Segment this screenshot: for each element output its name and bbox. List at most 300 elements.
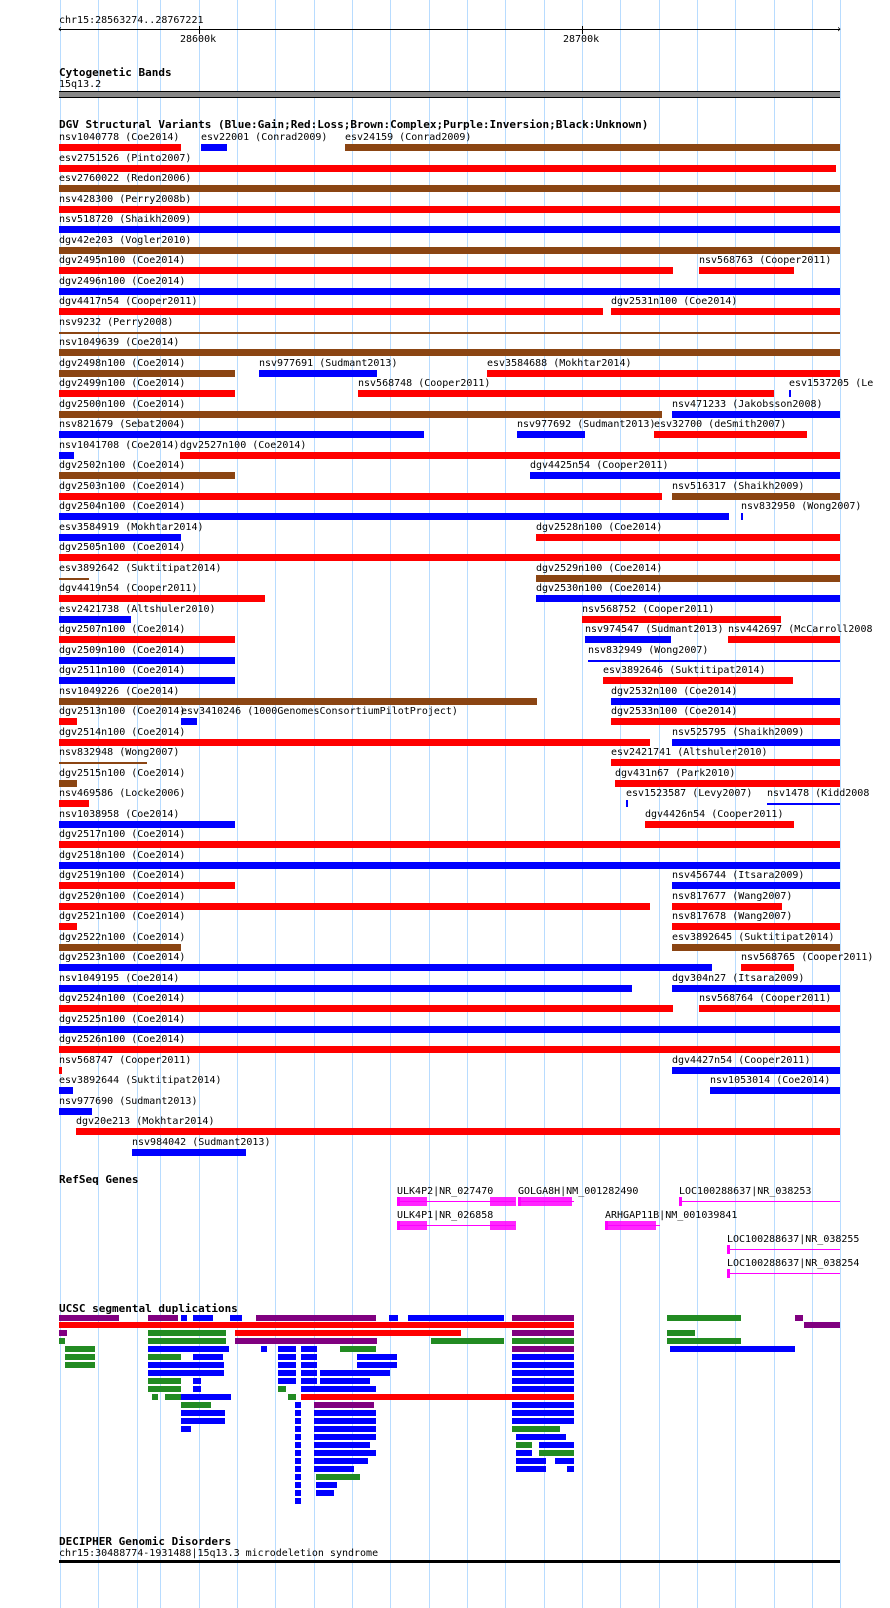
- cytoband-label: 15q13.2: [59, 79, 102, 90]
- variant-bar-complex[interactable]: [672, 944, 840, 951]
- dgv-track-title: DGV Structural Variants (Blue:Gain;Red:Loss;Brown:Complex;Purple:Inversion;Black:Unknown): [59, 118, 649, 131]
- gene-exon: [397, 1197, 427, 1206]
- gene-label: GOLGA8H|NM_001282490: [518, 1186, 639, 1197]
- variant-label: esv3584688 (Mokhtar2014): [487, 358, 632, 369]
- variant-label: nsv821679 (Sebat2004): [59, 419, 186, 430]
- variant-bar-gain[interactable]: [201, 144, 227, 151]
- variant-bar-complex[interactable]: [59, 247, 840, 254]
- variant-bar-loss[interactable]: [59, 267, 673, 274]
- segdup-block[interactable]: [295, 1434, 301, 1440]
- segdup-block[interactable]: [512, 1354, 574, 1360]
- variant-bar-loss[interactable]: [59, 739, 650, 746]
- variant-label: dgv2529n100 (Coe2014): [536, 563, 663, 574]
- variant-bar-gain[interactable]: [530, 472, 840, 479]
- variant-bar-loss[interactable]: [645, 821, 794, 828]
- variant-bar-loss[interactable]: [59, 636, 235, 643]
- variant-bar-gain[interactable]: [59, 657, 235, 664]
- variant-label: dgv304n27 (Itsara2009): [672, 973, 805, 984]
- segdup-block[interactable]: [295, 1410, 301, 1416]
- segdup-block[interactable]: [278, 1386, 286, 1392]
- gene-model[interactable]: [679, 1201, 840, 1202]
- variant-bar-gain[interactable]: [672, 882, 840, 889]
- variant-bar-gain[interactable]: [132, 1149, 246, 1156]
- segdup-block[interactable]: [295, 1498, 301, 1504]
- segdup-block[interactable]: [357, 1354, 397, 1360]
- segdup-block[interactable]: [670, 1346, 795, 1352]
- grid-line: [467, 0, 468, 1608]
- ruler-tick-label: 28600k: [180, 34, 217, 45]
- segdup-block[interactable]: [431, 1338, 504, 1344]
- variant-bar-gain[interactable]: [59, 1108, 92, 1115]
- segdup-block[interactable]: [512, 1426, 560, 1432]
- gene-exon: [490, 1221, 516, 1230]
- variant-bar-loss[interactable]: [59, 595, 265, 602]
- segdup-block[interactable]: [516, 1434, 566, 1440]
- variant-bar-loss[interactable]: [358, 390, 774, 397]
- variant-bar-gain[interactable]: [59, 677, 235, 684]
- segdup-block[interactable]: [539, 1450, 574, 1456]
- segdup-block[interactable]: [288, 1394, 296, 1400]
- variant-label: dgv2523n100 (Coe2014): [59, 952, 186, 963]
- variant-label: nsv1053014 (Coe2014): [710, 1075, 831, 1086]
- variant-bar-loss[interactable]: [699, 267, 794, 274]
- segdup-block[interactable]: [59, 1330, 67, 1336]
- variant-bar-gain[interactable]: [710, 1087, 840, 1094]
- variant-label: esv3584919 (Mokhtar2014): [59, 522, 204, 533]
- variant-label: dgv2514n100 (Coe2014): [59, 727, 186, 738]
- variant-label: dgv2517n100 (Coe2014): [59, 829, 186, 840]
- variant-bar-loss[interactable]: [59, 1067, 62, 1074]
- segdup-block[interactable]: [314, 1402, 374, 1408]
- decipher-bar[interactable]: [59, 1560, 840, 1563]
- variant-bar-loss[interactable]: [59, 1046, 840, 1053]
- variant-label: nsv1049195 (Coe2014): [59, 973, 180, 984]
- segdup-block[interactable]: [65, 1346, 95, 1352]
- variant-label: esv32700 (deSmith2007): [654, 419, 787, 430]
- variant-label: nsv832950 (Wong2007): [741, 501, 862, 512]
- variant-bar-loss[interactable]: [59, 841, 840, 848]
- variant-bar-gain[interactable]: [59, 821, 235, 828]
- variant-bar-complex[interactable]: [672, 493, 840, 500]
- variant-bar-complex[interactable]: [59, 349, 840, 356]
- gene-label: ARHGAP11B|NM_001039841: [605, 1210, 738, 1221]
- variant-label: esv2421741 (Altshuler2010): [611, 747, 768, 758]
- segdup-block[interactable]: [667, 1330, 695, 1336]
- variant-bar-complex[interactable]: [59, 944, 181, 951]
- segdup-block[interactable]: [314, 1450, 376, 1456]
- ruler-axis: [59, 29, 840, 30]
- segdup-block[interactable]: [181, 1426, 191, 1432]
- variant-label: dgv2507n100 (Coe2014): [59, 624, 186, 635]
- variant-bar-gain[interactable]: [59, 452, 74, 459]
- variant-label: dgv4419n54 (Cooper2011): [59, 583, 198, 594]
- segdup-block[interactable]: [148, 1378, 181, 1384]
- segdup-block[interactable]: [295, 1442, 301, 1448]
- segdup-block[interactable]: [65, 1362, 95, 1368]
- variant-label: nsv974547 (Sudmant2013): [585, 624, 724, 635]
- variant-label: nsv817678 (Wang2007): [672, 911, 793, 922]
- variant-label: nsv977690 (Sudmant2013): [59, 1096, 198, 1107]
- segdup-block[interactable]: [193, 1378, 201, 1384]
- segdup-block[interactable]: [235, 1330, 461, 1336]
- segdup-block[interactable]: [320, 1370, 390, 1376]
- variant-label: nsv442697 (McCarroll2008: [728, 624, 873, 635]
- segdup-track-title: UCSC segmental duplications: [59, 1302, 238, 1315]
- variant-bar-loss[interactable]: [59, 718, 77, 725]
- segdup-block[interactable]: [295, 1474, 301, 1480]
- segdup-block[interactable]: [148, 1362, 224, 1368]
- variant-bar-gain[interactable]: [59, 985, 632, 992]
- segdup-block[interactable]: [193, 1315, 213, 1321]
- segdup-block[interactable]: [181, 1402, 211, 1408]
- variant-label: dgv2526n100 (Coe2014): [59, 1034, 186, 1045]
- variant-bar-loss[interactable]: [615, 780, 840, 787]
- variant-bar-gain[interactable]: [59, 288, 840, 295]
- variant-label: dgv2511n100 (Coe2014): [59, 665, 186, 676]
- segdup-block[interactable]: [314, 1418, 376, 1424]
- variant-bar-loss[interactable]: [603, 677, 793, 684]
- variant-bar-gain[interactable]: [767, 803, 840, 805]
- variant-label: esv3892642 (Suktitipat2014): [59, 563, 222, 574]
- variant-bar-loss[interactable]: [487, 370, 840, 377]
- segdup-block[interactable]: [314, 1434, 376, 1440]
- variant-bar-loss[interactable]: [59, 206, 840, 213]
- segdup-block[interactable]: [278, 1362, 296, 1368]
- segdup-block[interactable]: [295, 1426, 301, 1432]
- variant-label: dgv2505n100 (Coe2014): [59, 542, 186, 553]
- variant-label: nsv568747 (Cooper2011): [59, 1055, 192, 1066]
- variant-bar-loss[interactable]: [59, 493, 662, 500]
- segdup-block[interactable]: [512, 1346, 574, 1352]
- segdup-block[interactable]: [512, 1386, 574, 1392]
- variant-bar-loss[interactable]: [59, 800, 89, 807]
- segdup-block[interactable]: [316, 1482, 337, 1488]
- cytoband-bar[interactable]: [59, 91, 840, 98]
- segdup-block[interactable]: [235, 1338, 377, 1344]
- segdup-block[interactable]: [59, 1315, 119, 1321]
- segdup-block[interactable]: [512, 1362, 574, 1368]
- variant-label: nsv1049226 (Coe2014): [59, 686, 180, 697]
- segdup-block[interactable]: [295, 1402, 301, 1408]
- variant-bar-loss[interactable]: [180, 452, 840, 459]
- gene-model[interactable]: [727, 1249, 840, 1250]
- ruler-tick: [199, 26, 200, 34]
- segdup-block[interactable]: [516, 1450, 532, 1456]
- variant-label: dgv2513n100 (Coe2014): [59, 706, 186, 717]
- ruler-tick: [582, 26, 583, 34]
- variant-bar-gain[interactable]: [59, 513, 729, 520]
- variant-label: dgv42e203 (Vogler2010): [59, 235, 192, 246]
- variant-bar-gain[interactable]: [585, 636, 671, 643]
- variant-bar-loss[interactable]: [59, 882, 235, 889]
- variant-bar-loss[interactable]: [59, 144, 181, 151]
- variant-label: nsv428300 (Perry2008b): [59, 194, 192, 205]
- variant-label: nsv817677 (Wang2007): [672, 891, 793, 902]
- segdup-block[interactable]: [512, 1315, 574, 1321]
- segdup-block[interactable]: [59, 1338, 65, 1344]
- variant-bar-gain[interactable]: [59, 964, 712, 971]
- variant-bar-loss[interactable]: [76, 1128, 840, 1135]
- segdup-block[interactable]: [539, 1442, 574, 1448]
- variant-label: nsv1049639 (Coe2014): [59, 337, 180, 348]
- segdup-block[interactable]: [357, 1362, 397, 1368]
- variant-label: nsv984042 (Sudmant2013): [132, 1137, 271, 1148]
- segdup-block[interactable]: [148, 1338, 226, 1344]
- variant-bar-gain[interactable]: [181, 718, 197, 725]
- variant-bar-loss[interactable]: [699, 1005, 840, 1012]
- variant-bar-loss[interactable]: [611, 759, 840, 766]
- grid-line: [275, 0, 276, 1608]
- variant-bar-complex[interactable]: [59, 780, 77, 787]
- segdup-block[interactable]: [59, 1322, 574, 1328]
- variant-label: esv1537205 (Le: [789, 378, 874, 389]
- variant-label: dgv2522n100 (Coe2014): [59, 932, 186, 943]
- segdup-block[interactable]: [256, 1315, 376, 1321]
- segdup-block[interactable]: [278, 1370, 296, 1376]
- segdup-block[interactable]: [278, 1354, 296, 1360]
- variant-bar-complex[interactable]: [536, 575, 840, 582]
- variant-bar-gain[interactable]: [59, 1087, 73, 1094]
- segdup-block[interactable]: [193, 1354, 223, 1360]
- segdup-block[interactable]: [512, 1370, 574, 1376]
- variant-bar-loss[interactable]: [728, 636, 840, 643]
- variant-bar-gain[interactable]: [59, 226, 840, 233]
- variant-label: nsv832948 (Wong2007): [59, 747, 180, 758]
- variant-label: dgv2530n100 (Coe2014): [536, 583, 663, 594]
- variant-label: dgv2521n100 (Coe2014): [59, 911, 186, 922]
- segdup-block[interactable]: [295, 1458, 301, 1464]
- gene-label: LOC100288637|NR_038255: [727, 1234, 860, 1245]
- segdup-block[interactable]: [555, 1458, 574, 1464]
- variant-bar-complex[interactable]: [345, 144, 840, 151]
- segdup-block[interactable]: [314, 1458, 368, 1464]
- segdup-block[interactable]: [316, 1474, 360, 1480]
- segdup-block[interactable]: [181, 1410, 225, 1416]
- segdup-block[interactable]: [148, 1386, 181, 1392]
- variant-bar-gain[interactable]: [672, 1067, 840, 1074]
- gene-exon: [397, 1221, 427, 1230]
- variant-label: esv3410246 (1000GenomesConsortiumPilotProject): [181, 706, 458, 717]
- variant-bar-loss[interactable]: [59, 554, 840, 561]
- variant-bar-loss[interactable]: [611, 308, 840, 315]
- variant-label: dgv2498n100 (Coe2014): [59, 358, 186, 369]
- variant-bar-gain[interactable]: [611, 698, 840, 705]
- variant-bar-complex[interactable]: [59, 472, 235, 479]
- variant-label: esv2760022 (Redon2006): [59, 173, 192, 184]
- variant-bar-gain[interactable]: [259, 370, 377, 377]
- segdup-block[interactable]: [148, 1354, 181, 1360]
- variant-bar-gain[interactable]: [626, 800, 628, 807]
- segdup-block[interactable]: [181, 1394, 231, 1400]
- segdup-block[interactable]: [316, 1490, 334, 1496]
- segdup-block[interactable]: [301, 1346, 317, 1352]
- segdup-block[interactable]: [165, 1394, 181, 1400]
- variant-label: nsv516317 (Shaikh2009): [672, 481, 805, 492]
- variant-bar-loss[interactable]: [59, 390, 235, 397]
- segdup-block[interactable]: [65, 1354, 95, 1360]
- segdup-block[interactable]: [301, 1354, 317, 1360]
- variant-bar-gain[interactable]: [59, 534, 181, 541]
- variant-bar-loss[interactable]: [611, 718, 840, 725]
- variant-label: esv22001 (Conrad2009): [201, 132, 328, 143]
- segdup-block[interactable]: [516, 1466, 546, 1472]
- gene-exon: [679, 1197, 682, 1206]
- variant-bar-gain[interactable]: [59, 862, 840, 869]
- segdup-block[interactable]: [667, 1338, 741, 1344]
- segdup-block[interactable]: [389, 1315, 398, 1321]
- segdup-block[interactable]: [314, 1410, 376, 1416]
- segdup-block[interactable]: [295, 1490, 301, 1496]
- segdup-block[interactable]: [314, 1466, 354, 1472]
- segdup-block[interactable]: [301, 1370, 317, 1376]
- variant-bar-loss[interactable]: [59, 923, 77, 930]
- segdup-block[interactable]: [320, 1378, 370, 1384]
- segdup-block[interactable]: [230, 1315, 242, 1321]
- variant-bar-loss[interactable]: [59, 903, 650, 910]
- gene-exon: [727, 1269, 730, 1278]
- variant-bar-loss[interactable]: [582, 616, 781, 623]
- variant-bar-loss[interactable]: [59, 1005, 673, 1012]
- segdup-block[interactable]: [295, 1482, 301, 1488]
- variant-label: dgv2496n100 (Coe2014): [59, 276, 186, 287]
- variant-label: dgv2503n100 (Coe2014): [59, 481, 186, 492]
- variant-bar-gain[interactable]: [672, 985, 840, 992]
- segdup-block[interactable]: [512, 1378, 574, 1384]
- gene-label: ULK4P1|NR_026858: [397, 1210, 494, 1221]
- variant-label: nsv471233 (Jakobsson2008): [672, 399, 823, 410]
- segdup-block[interactable]: [148, 1330, 226, 1336]
- variant-bar-gain[interactable]: [672, 739, 840, 746]
- variant-label: dgv2520n100 (Coe2014): [59, 891, 186, 902]
- variant-bar-gain[interactable]: [588, 660, 840, 662]
- segdup-block[interactable]: [295, 1466, 301, 1472]
- ruler-left-arrow: ‹: [57, 24, 64, 35]
- cytoband-track-title: Cytogenetic Bands: [59, 66, 172, 79]
- variant-label: dgv2500n100 (Coe2014): [59, 399, 186, 410]
- segdup-block[interactable]: [181, 1418, 225, 1424]
- variant-label: nsv525795 (Shaikh2009): [672, 727, 805, 738]
- segdup-block[interactable]: [278, 1346, 296, 1352]
- variant-label: dgv431n67 (Park2010): [615, 768, 736, 779]
- segdup-block[interactable]: [516, 1458, 546, 1464]
- variant-label: nsv1478 (Kidd2008: [767, 788, 870, 799]
- variant-label: nsv1041708 (Coe2014): [59, 440, 180, 451]
- segdup-block[interactable]: [512, 1410, 574, 1416]
- variant-bar-gain[interactable]: [789, 390, 791, 397]
- segdup-block[interactable]: [314, 1442, 370, 1448]
- gene-exon: [490, 1197, 516, 1206]
- variant-label: dgv2527n100 (Coe2014): [180, 440, 307, 451]
- variant-label: dgv2525n100 (Coe2014): [59, 1014, 186, 1025]
- segdup-block[interactable]: [148, 1315, 178, 1321]
- segdup-block[interactable]: [193, 1386, 201, 1392]
- segdup-block[interactable]: [567, 1466, 574, 1472]
- segdup-block[interactable]: [512, 1330, 574, 1336]
- segdup-block[interactable]: [148, 1346, 229, 1352]
- variant-bar-loss[interactable]: [672, 903, 782, 910]
- segdup-block[interactable]: [301, 1378, 317, 1384]
- variant-bar-gain[interactable]: [59, 431, 424, 438]
- grid-line: [505, 0, 506, 1608]
- segdup-block[interactable]: [261, 1346, 267, 1352]
- variant-bar-loss[interactable]: [59, 165, 836, 172]
- refseq-track-title: RefSeq Genes: [59, 1173, 139, 1186]
- variant-bar-complex[interactable]: [59, 411, 662, 418]
- grid-line: [429, 0, 430, 1608]
- variant-label: dgv2518n100 (Coe2014): [59, 850, 186, 861]
- segdup-block[interactable]: [301, 1386, 376, 1392]
- variant-label: dgv4417n54 (Cooper2011): [59, 296, 198, 307]
- variant-bar-loss[interactable]: [654, 431, 807, 438]
- segdup-block[interactable]: [301, 1394, 574, 1400]
- segdup-block[interactable]: [516, 1442, 532, 1448]
- segdup-block[interactable]: [301, 1362, 317, 1368]
- segdup-block[interactable]: [181, 1315, 187, 1321]
- ruler-region: chr15:28563274..28767221: [59, 15, 204, 26]
- decipher-label: chr15:30488774-1931488|15q13.3 microdeletion syndrome: [59, 1548, 379, 1559]
- segdup-block[interactable]: [148, 1370, 224, 1376]
- variant-bar-complex[interactable]: [59, 370, 235, 377]
- segdup-block[interactable]: [512, 1418, 574, 1424]
- segdup-block[interactable]: [408, 1315, 504, 1321]
- variant-label: nsv832949 (Wong2007): [588, 645, 709, 656]
- variant-label: dgv4425n54 (Cooper2011): [530, 460, 669, 471]
- variant-bar-gain[interactable]: [536, 595, 840, 602]
- variant-bar-complex[interactable]: [59, 578, 89, 580]
- variant-bar-complex[interactable]: [59, 762, 147, 764]
- variant-bar-gain[interactable]: [59, 1026, 840, 1033]
- grid-line: [352, 0, 353, 1608]
- ruler-tick-label: 28700k: [563, 34, 600, 45]
- variant-bar-gain[interactable]: [672, 411, 840, 418]
- grid-line: [237, 0, 238, 1608]
- gene-model[interactable]: [727, 1273, 840, 1274]
- variant-label: esv3892645 (Suktitipat2014): [672, 932, 835, 943]
- variant-bar-gain[interactable]: [517, 431, 585, 438]
- variant-label: esv2421738 (Altshuler2010): [59, 604, 216, 615]
- segdup-block[interactable]: [512, 1338, 574, 1344]
- variant-bar-loss[interactable]: [672, 923, 840, 930]
- gene-label: ULK4P2|NR_027470: [397, 1186, 494, 1197]
- segdup-block[interactable]: [152, 1394, 158, 1400]
- segdup-block[interactable]: [314, 1426, 376, 1432]
- segdup-block[interactable]: [340, 1346, 376, 1352]
- segdup-block[interactable]: [804, 1322, 840, 1328]
- variant-label: esv2751526 (Pinto2007): [59, 153, 192, 164]
- segdup-block[interactable]: [295, 1418, 301, 1424]
- variant-bar-complex[interactable]: [59, 698, 537, 705]
- segdup-block[interactable]: [295, 1450, 301, 1456]
- variant-label: dgv2531n100 (Coe2014): [611, 296, 738, 307]
- variant-bar-complex[interactable]: [59, 332, 840, 334]
- variant-label: nsv977691 (Sudmant2013): [259, 358, 398, 369]
- variant-bar-loss[interactable]: [59, 308, 603, 315]
- variant-label: nsv1040778 (Coe2014): [59, 132, 180, 143]
- variant-bar-complex[interactable]: [59, 185, 840, 192]
- variant-label: nsv977692 (Sudmant2013): [517, 419, 656, 430]
- segdup-block[interactable]: [512, 1402, 574, 1408]
- segdup-block[interactable]: [667, 1315, 741, 1321]
- segdup-block[interactable]: [278, 1378, 296, 1384]
- variant-label: nsv568752 (Cooper2011): [582, 604, 715, 615]
- segdup-block[interactable]: [795, 1315, 803, 1321]
- variant-bar-gain[interactable]: [741, 513, 743, 520]
- variant-bar-gain[interactable]: [59, 616, 131, 623]
- variant-bar-loss[interactable]: [536, 534, 840, 541]
- variant-bar-loss[interactable]: [741, 964, 794, 971]
- gene-exon: [519, 1197, 572, 1206]
- variant-label: esv24159 (Conrad2009): [345, 132, 472, 143]
